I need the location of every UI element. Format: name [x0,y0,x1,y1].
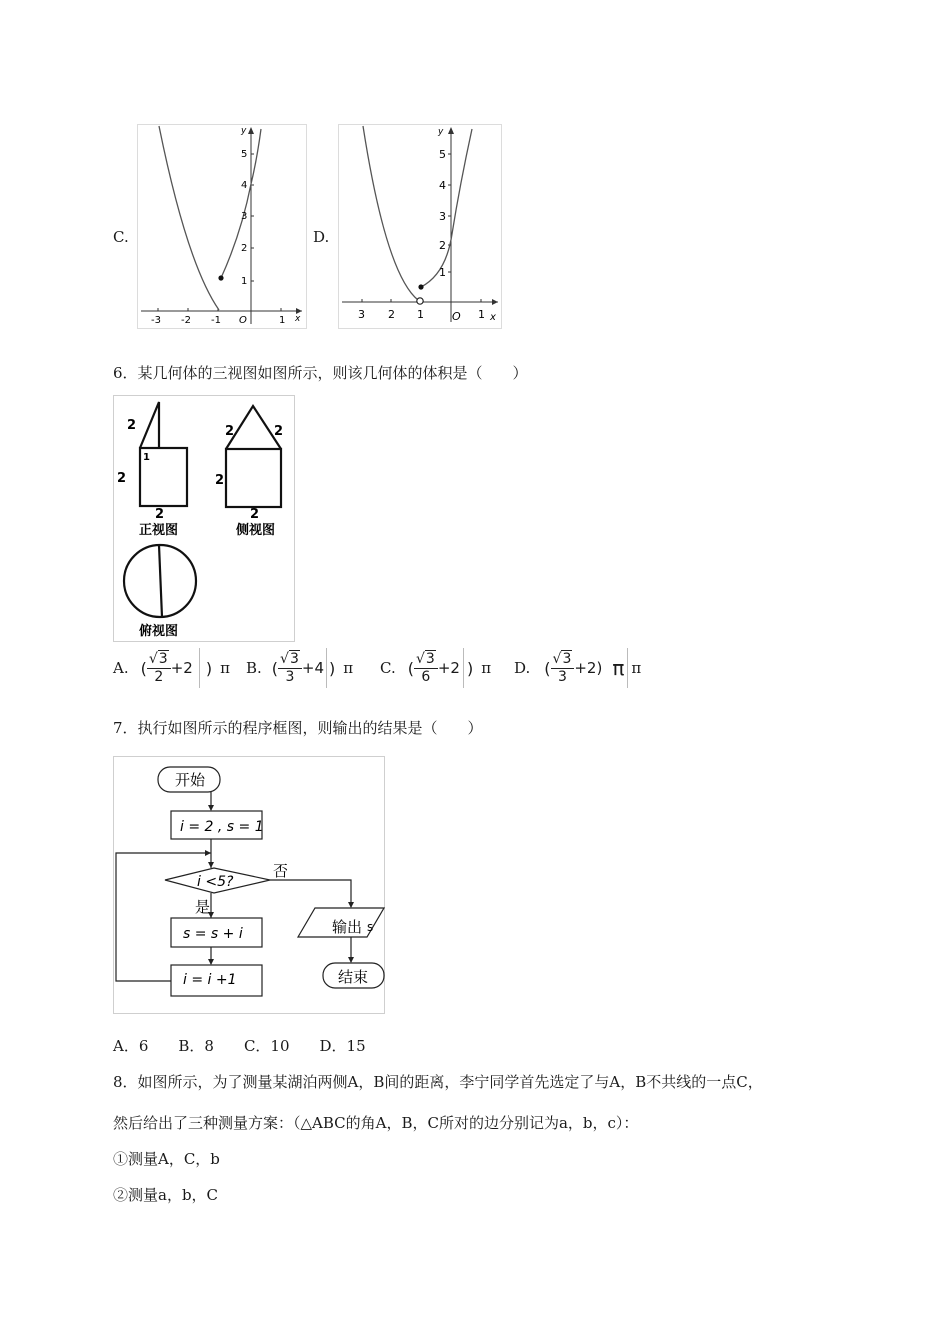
graph-c-ytick: 1 [241,276,248,287]
q5-graph-c [137,124,307,329]
flow-end: 结束 [338,968,369,986]
fraction: √ 3 3 [551,650,575,686]
q8-item1: ①测量A，C，b [113,1150,220,1168]
q6-three-views-figure [113,395,295,642]
graph-c-ytick: 4 [241,180,248,191]
graph-c-xtick: 1 [279,315,286,326]
q6-option-b[interactable]: B. ( √ 3 3 +4 ) π [246,648,353,688]
graph-d-ytick: 4 [439,179,446,192]
fraction: √ 3 6 [414,650,438,686]
side-view-dim: 2 [215,473,225,488]
graph-d-xtick: 1 [417,308,424,321]
graph-c-origin: O [239,315,247,326]
q5-option-c-label: C. [113,228,129,246]
q7-stem: 7．执行如图所示的程序框图，则输出的结果是（ ） [113,719,483,737]
graph-c-x-axis-label: x [295,314,301,324]
graph-d-ytick: 3 [439,210,446,223]
front-view-caption: 正视图 [139,523,179,538]
side-view-dim: 2 [274,424,284,439]
flow-condition: i <5? [197,874,234,890]
front-view-dim: 2 [117,471,127,486]
flow-start: 开始 [175,771,206,789]
graph-c-y-axis-label: y [241,126,247,136]
graph-d-x-axis-label: x [490,312,496,323]
graph-d-xtick: 3 [358,308,365,321]
graph-c-xtick: -3 [151,315,161,326]
graph-c-xtick: -2 [181,315,191,326]
graph-d-xtick: 2 [388,308,395,321]
front-view-dim: 2 [127,418,137,433]
graph-d-y-axis-label: y [438,127,444,137]
q8-line1: 8．如图所示，为了测量某湖泊两侧A，B间的距离，李宁同学首先选定了与A，B不共线的一点C， [113,1073,763,1091]
q5-option-d-label: D. [313,228,330,246]
fraction: √ 3 3 [278,650,302,686]
q8-line2: 然后给出了三种测量方案：（△ABC的角A，B，C所对的边分别记为a，b，c）： [113,1114,639,1132]
graph-c-ytick: 3 [241,211,248,222]
flow-init: i = 2 , s = 1 [180,819,264,835]
graph-d-origin: O [452,310,461,323]
flow-output-var: s [367,920,374,934]
graph-c-ytick: 2 [241,243,248,254]
graph-d-ytick: 1 [439,266,446,279]
q7-options: A．6 B．8 C．10 D．15 [113,1037,366,1055]
front-view-dim: 1 [143,452,150,463]
fraction: √ 3 2 [147,650,171,686]
graph-c-xtick: -1 [211,315,221,326]
flow-output: 输出 [332,918,363,936]
graph-d-ytick: 2 [439,239,446,252]
graph-d-xtick: 1 [478,308,485,321]
front-view-dim: 2 [155,507,165,522]
q6-option-d[interactable]: D. ( √ 3 3 +2) π π [514,648,641,688]
flow-step-sum: s = s + i [183,926,243,942]
q5-graph-d [338,124,502,329]
q6-option-a[interactable]: A. ( √ 3 2 +2 ) π [113,648,230,688]
side-view-dim: 2 [250,507,260,522]
q6-stem: 6．某几何体的三视图如图所示，则该几何体的体积是（ ） [113,364,528,382]
graph-c-ytick: 5 [241,149,248,160]
flow-step-increment: i = i +1 [183,972,237,988]
top-view-caption: 俯视图 [139,624,179,639]
side-view-dim: 2 [225,424,235,439]
graph-d-ytick: 5 [439,148,446,161]
side-view-caption: 侧视图 [236,523,276,538]
flow-yes-label: 是 [195,898,211,916]
flow-no-label: 否 [273,862,289,880]
q7-flowchart [113,756,385,1014]
q6-option-c[interactable]: C. ( √ 3 6 +2 ) π [380,648,491,688]
q8-item2: ②测量a，b，C [113,1186,219,1204]
